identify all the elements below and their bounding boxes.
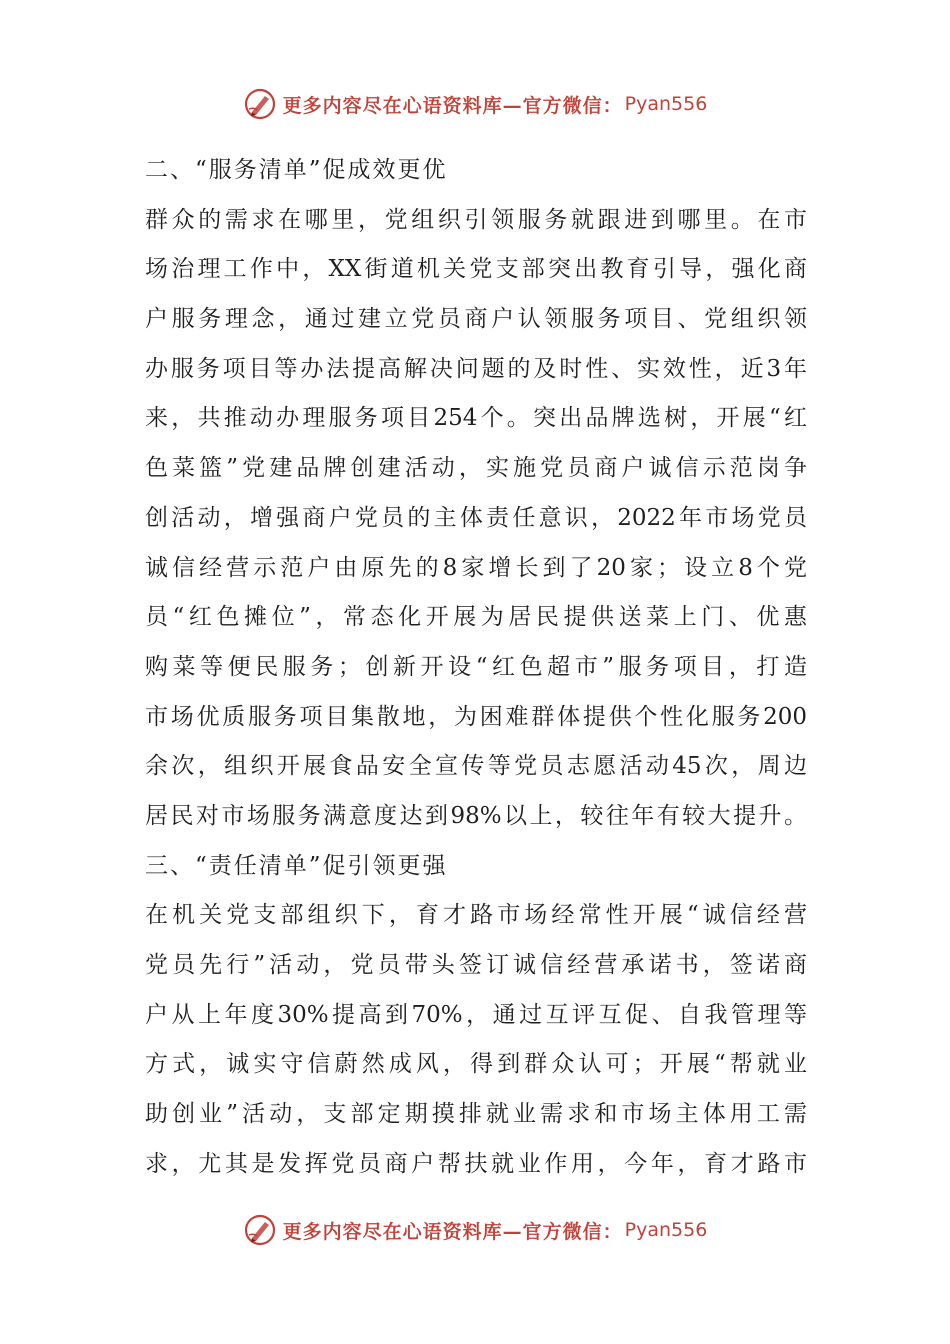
paragraph-line: 群众的需求在哪里，党组织引领服务就跟进到哪里。在市 (145, 206, 807, 233)
paragraph-line: 党员先行”活动，党员带头签订诚信经营承诺书，签诺商 (145, 952, 807, 978)
document-body (145, 146, 807, 1189)
paragraph-line: 来，共推动办理服务项目254个。突出品牌选树，开展“红 (145, 405, 807, 432)
section-heading: 三、“责任清单”促引领更强 (145, 852, 448, 879)
banner-text: 更多内容尽在心语资料库—官方微信： (282, 1220, 623, 1243)
paragraph-line: 办服务项目等办法提高解决问题的及时性、实效性，近3年 (145, 355, 807, 382)
paragraph-line: 员“红色摊位”，常态化开展为居民提供送菜上门、优惠 (145, 604, 807, 631)
header-banner (0, 84, 950, 124)
footer-banner (0, 1210, 950, 1250)
paragraph-line: 户服务理念，通过建立党员商户认领服务项目、党组织领 (145, 306, 807, 333)
paragraph-line: 诚信经营示范户由原先的8家增长到了20家；设立8个党 (145, 554, 807, 581)
banner-text: 更多内容尽在心语资料库—官方微信： (282, 94, 623, 117)
paragraph-line: 在机关党支部组织下，育才路市场经常性开展“诚信经营 (145, 902, 807, 929)
paragraph-line: 市场优质服务项目集散地，为困难群体提供个性化服务200 (145, 703, 807, 730)
paragraph-line: 助创业”活动，支部定期摸排就业需求和市场主体用工需 (145, 1101, 807, 1128)
paragraph-line: 求，尤其是发挥党员商户帮扶就业作用，今年，育才路市 (145, 1150, 807, 1177)
paragraph-line: 场治理工作中，XX街道机关党支部突出教育引导，强化商 (145, 256, 807, 283)
paragraph-line: 方式，诚实守信蔚然成风，得到群众认可；开展“帮就业 (145, 1051, 807, 1078)
paragraph-line: 居民对市场服务满意度达到98%以上，较往年有较大提升。 (145, 802, 807, 829)
paragraph-line: 户从上年度30%提高到70%，通过互评互促、自我管理等 (145, 1001, 807, 1028)
banner-handle: Pyan556 (624, 93, 708, 115)
pen-logo-icon (243, 87, 277, 121)
paragraph-line: 创活动，增强商户党员的主体责任意识，2022年市场党员 (145, 504, 807, 531)
banner-handle: Pyan556 (624, 1219, 708, 1241)
paragraph-line: 购菜等便民服务；创新开设“红色超市”服务项目，打造 (145, 653, 807, 680)
paragraph-line: 余次，组织开展食品安全宣传等党员志愿活动45次，周边 (145, 753, 807, 780)
paragraph-line: 色菜篮”党建品牌创建活动，实施党员商户诚信示范岗争 (145, 455, 807, 482)
pen-logo-icon (243, 1213, 277, 1247)
section-heading: 二、“服务清单”促成效更优 (145, 157, 448, 183)
